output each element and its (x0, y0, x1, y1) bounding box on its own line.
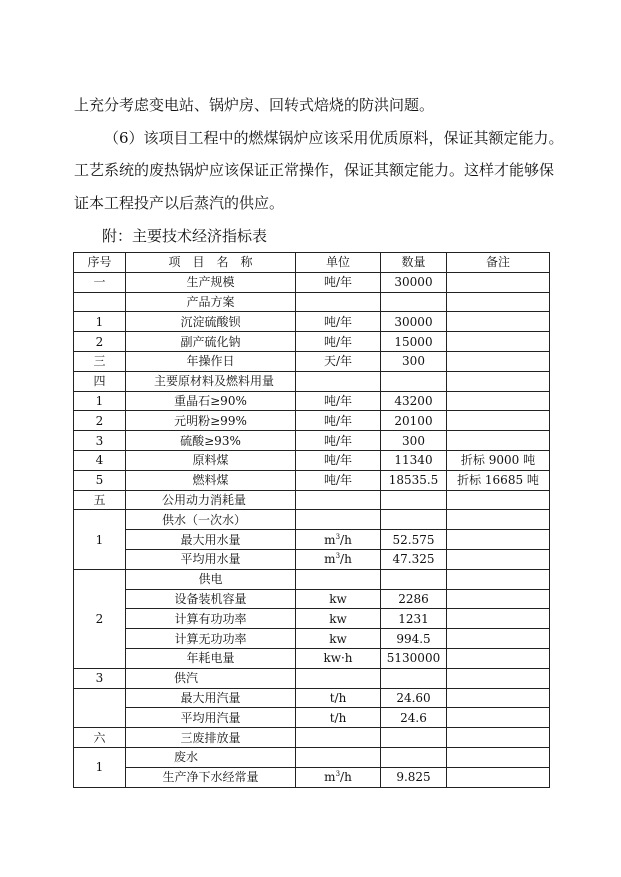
row-no: 1 (74, 391, 126, 411)
row-note (447, 767, 550, 787)
row-note (447, 549, 550, 569)
table-row (74, 609, 550, 629)
row-name: 设备装机容量 (126, 589, 296, 609)
row-qty: 1231 (381, 609, 447, 629)
row-qty (381, 292, 447, 312)
row-note (447, 688, 550, 708)
table-row (74, 629, 550, 649)
row-note (447, 411, 550, 431)
row-unit: 吨/年 (296, 391, 381, 411)
row-unit (296, 490, 381, 510)
row-qty: 30000 (381, 272, 447, 292)
row-note (447, 589, 550, 609)
row-qty: 11340 (381, 450, 447, 470)
row-no: 四 (74, 371, 126, 391)
row-unit: kw·h (296, 648, 381, 668)
table-row (74, 351, 550, 371)
row-qty: 43200 (381, 391, 447, 411)
table-row (74, 490, 550, 510)
table-row (74, 312, 550, 332)
row-qty: 24.6 (381, 708, 447, 728)
paragraph-line-1: 上充分考虑变电站、锅炉房、回转式焙烧的防洪问题。 (74, 96, 435, 114)
row-name: 最大用汽量 (126, 688, 296, 708)
row-name: 平均用水量 (126, 549, 296, 569)
row-note (447, 668, 550, 688)
unit-base: m (324, 770, 336, 785)
row-no: 一 (74, 272, 126, 292)
row-note: 折标 16685 吨 (447, 470, 550, 490)
table-row (74, 411, 550, 431)
row-qty: 30000 (381, 312, 447, 332)
row-name: 产品方案 (126, 292, 296, 312)
row-name: 计算有功功率 (126, 609, 296, 629)
unit-base: m (324, 532, 336, 547)
row-unit (296, 510, 381, 530)
unit-superscript: 3 (335, 770, 341, 779)
row-qty: 2286 (381, 589, 447, 609)
table-row (74, 530, 550, 550)
row-note (447, 332, 550, 352)
table-row (74, 708, 550, 728)
row-name: 公用动力消耗量 (126, 490, 296, 510)
row-no: 1 (74, 747, 126, 787)
row-no: 5 (74, 470, 126, 490)
row-unit: 吨/年 (296, 450, 381, 470)
paragraph-line-4: 证本工程投产以后蒸汽的供应。 (74, 194, 285, 212)
row-no: 三 (74, 351, 126, 371)
row-name: 燃料煤 (126, 470, 296, 490)
row-name: 供汽 (126, 668, 296, 688)
table-header-row (74, 253, 550, 273)
table-row (74, 747, 550, 767)
row-no: 六 (74, 728, 126, 748)
row-unit (296, 728, 381, 748)
row-unit (296, 668, 381, 688)
table-row (74, 688, 550, 708)
row-qty: 15000 (381, 332, 447, 352)
row-name: 年操作日 (126, 351, 296, 371)
row-qty: 994.5 (381, 629, 447, 649)
row-name: 废水 (126, 747, 296, 767)
row-name: 原料煤 (126, 450, 296, 470)
row-unit: kw (296, 609, 381, 629)
row-name: 重晶石≥90% (126, 391, 296, 411)
table-row (74, 371, 550, 391)
row-name: 沉淀硫酸钡 (126, 312, 296, 332)
row-qty (381, 510, 447, 530)
row-no: 1 (74, 510, 126, 569)
unit-superscript: 3 (335, 532, 341, 541)
unit-tail: /h (340, 552, 352, 567)
row-note (447, 708, 550, 728)
row-no: 五 (74, 490, 126, 510)
row-unit (296, 747, 381, 767)
row-unit: kw (296, 589, 381, 609)
row-note (447, 431, 550, 451)
row-note (447, 609, 550, 629)
table-row (74, 589, 550, 609)
row-note (447, 272, 550, 292)
row-qty: 300 (381, 431, 447, 451)
row-no: 1 (74, 312, 126, 332)
row-unit (296, 292, 381, 312)
row-name: 主要原材料及燃料用量 (126, 371, 296, 391)
row-qty: 18535.5 (381, 470, 447, 490)
table-row (74, 648, 550, 668)
row-qty: 24.60 (381, 688, 447, 708)
row-no: 3 (74, 431, 126, 451)
row-note (447, 391, 550, 411)
row-name: 生产规模 (126, 272, 296, 292)
row-qty (381, 490, 447, 510)
row-unit (296, 530, 381, 550)
row-note (447, 510, 550, 530)
row-name: 三废排放量 (126, 728, 296, 748)
header-unit: 单位 (296, 253, 381, 273)
row-name: 副产硫化钠 (126, 332, 296, 352)
table-caption: 附：主要技术经济指标表 (102, 227, 268, 245)
row-note: 折标 9000 吨 (447, 450, 550, 470)
row-no (74, 688, 126, 728)
row-unit: t/h (296, 688, 381, 708)
row-name: 硫酸≥93% (126, 431, 296, 451)
unit-base: m (324, 552, 336, 567)
row-qty: 47.325 (381, 549, 447, 569)
table-row (74, 569, 550, 589)
row-note (447, 629, 550, 649)
unit-tail: /h (340, 770, 352, 785)
row-unit: 吨/年 (296, 272, 381, 292)
header-no: 序号 (74, 253, 126, 273)
row-note (447, 490, 550, 510)
row-unit: t/h (296, 708, 381, 728)
paragraph-line-2: （6）该项目工程中的燃煤锅炉应该采用优质原料，保证其额定能力。 (104, 129, 564, 147)
row-no: 2 (74, 569, 126, 668)
row-unit (296, 549, 381, 569)
row-note (447, 530, 550, 550)
table-row (74, 272, 550, 292)
row-qty: 300 (381, 351, 447, 371)
paragraph-line-3: 工艺系统的废热锅炉应该保证正常操作，保证其额定能力。这样才能够保 (74, 161, 555, 179)
row-name: 年耗电量 (126, 648, 296, 668)
row-note (447, 292, 550, 312)
row-unit: 天/年 (296, 351, 381, 371)
row-no: 2 (74, 332, 126, 352)
unit-tail: /h (340, 532, 352, 547)
row-qty (381, 668, 447, 688)
table-row (74, 450, 550, 470)
row-note (447, 747, 550, 767)
row-unit: 吨/年 (296, 431, 381, 451)
row-note (447, 312, 550, 332)
header-remark: 备注 (447, 253, 550, 273)
row-name: 元明粉≥99% (126, 411, 296, 431)
row-qty: 9.825 (381, 767, 447, 787)
table-row (74, 549, 550, 569)
table-row (74, 431, 550, 451)
row-no: 2 (74, 411, 126, 431)
row-unit: 吨/年 (296, 312, 381, 332)
row-unit (296, 371, 381, 391)
row-name: 生产净下水经常量 (126, 767, 296, 787)
unit-superscript: 3 (335, 552, 341, 561)
header-item-name: 项 目 名 称 (126, 253, 296, 273)
row-unit: 吨/年 (296, 332, 381, 352)
table-row (74, 510, 550, 530)
row-qty: 5130000 (381, 648, 447, 668)
table-row (74, 668, 550, 688)
table-row (74, 767, 550, 787)
row-qty (381, 747, 447, 767)
table-row (74, 292, 550, 312)
table-row (74, 470, 550, 490)
row-name: 平均用汽量 (126, 708, 296, 728)
row-no: 3 (74, 668, 126, 688)
row-name: 供水（一次水） (126, 510, 296, 530)
row-qty: 20100 (381, 411, 447, 431)
table-row (74, 728, 550, 748)
row-name: 最大用水量 (126, 530, 296, 550)
table-row (74, 332, 550, 352)
row-unit: 吨/年 (296, 411, 381, 431)
row-qty (381, 569, 447, 589)
header-quantity: 数量 (381, 253, 447, 273)
row-note (447, 569, 550, 589)
row-unit: 吨/年 (296, 470, 381, 490)
row-name: 计算无功功率 (126, 629, 296, 649)
row-note (447, 728, 550, 748)
technical-indicators-table (73, 252, 550, 788)
row-unit: kw (296, 629, 381, 649)
row-note (447, 648, 550, 668)
row-note (447, 371, 550, 391)
row-no (74, 292, 126, 312)
row-qty (381, 371, 447, 391)
row-qty: 52.575 (381, 530, 447, 550)
row-qty (381, 728, 447, 748)
row-note (447, 351, 550, 371)
row-unit (296, 569, 381, 589)
row-unit (296, 767, 381, 787)
row-no: 4 (74, 450, 126, 470)
table-row (74, 391, 550, 411)
row-name: 供电 (126, 569, 296, 589)
